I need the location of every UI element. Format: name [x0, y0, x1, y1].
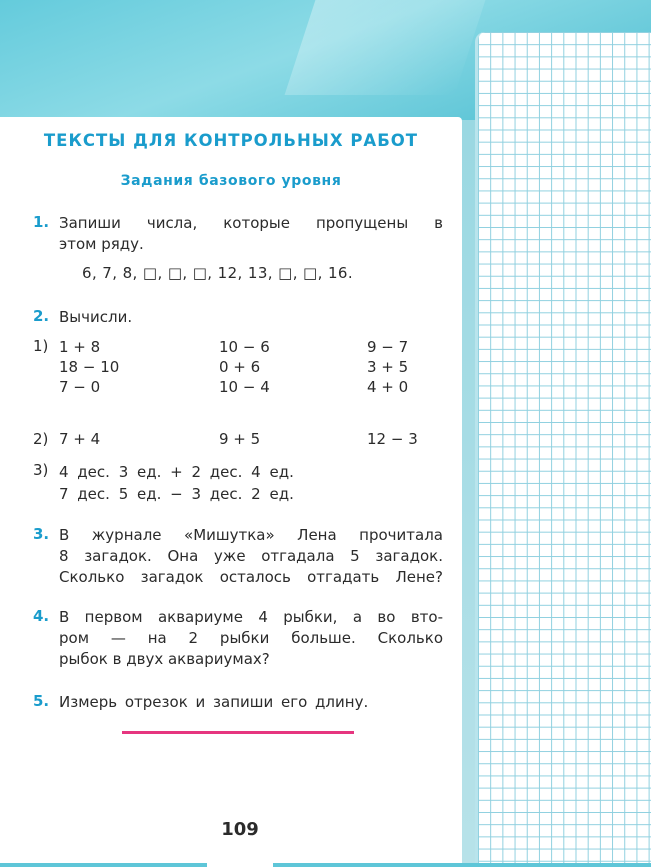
- expression: 7 − 0: [59, 378, 101, 396]
- sequence-blank: □,: [142, 264, 163, 282]
- section-subtitle: Задания базового уровня: [120, 173, 342, 189]
- task-2-text: Вычисли.: [59, 308, 133, 326]
- expression: 3 + 5: [367, 358, 409, 376]
- textbook-page: [0, 117, 462, 863]
- sequence-item: 16.: [327, 264, 354, 282]
- sequence-item: 12,: [217, 264, 243, 282]
- expression: 4 дес. 3 ед. + 2 дес. 4 ед.: [59, 463, 294, 481]
- task-5-text: Измерь отрезок и запиши его длину.: [59, 693, 369, 711]
- task-4-number: 4.: [33, 607, 50, 625]
- sequence-blank: □,: [167, 264, 188, 282]
- expression: 4 + 0: [367, 378, 409, 396]
- background-shine: [285, 0, 486, 95]
- task-1-line-2: этом ряду.: [59, 235, 144, 253]
- task-4-line: ром — на 2 рыбки больше. Сколько: [59, 629, 443, 647]
- page-number-tab: [207, 807, 273, 867]
- number-sequence: [82, 264, 353, 282]
- sequence-blank: □,: [278, 264, 298, 282]
- task-2-number: 2.: [33, 307, 50, 325]
- task-3-line: 8 загадок. Она уже отгадала 5 загадок.: [59, 547, 443, 565]
- graph-paper-panel: [475, 32, 651, 863]
- sequence-blank: □,: [192, 264, 213, 282]
- sequence-item: 13,: [247, 264, 273, 282]
- task-4-line: рыбок в двух аквариумах?: [59, 650, 270, 668]
- task-3-line: Сколько загадок осталось отгадать Лене?: [59, 568, 443, 586]
- expression: 10 − 6: [219, 338, 270, 356]
- task-4-line: В первом аквариуме 4 рыбки, а во вто-: [59, 608, 443, 626]
- expression: 7 + 4: [59, 430, 101, 448]
- page-title: ТЕКСТЫ ДЛЯ КОНТРОЛЬНЫХ РАБОТ: [43, 131, 419, 150]
- task-3-text: [59, 525, 443, 588]
- line-segment: [122, 731, 354, 734]
- part-3-label: 3): [33, 461, 49, 479]
- part-1-label: 1): [33, 337, 49, 355]
- expression: 10 − 4: [219, 378, 270, 396]
- part-2-label: 2): [33, 430, 49, 448]
- expression: 1 + 8: [59, 338, 101, 356]
- expression: 9 + 5: [219, 430, 261, 448]
- task-3-number: 3.: [33, 525, 50, 543]
- expression: 12 − 3: [367, 430, 418, 448]
- part-1-column-2: [219, 337, 270, 397]
- task-1-text: [59, 213, 443, 255]
- sequence-item: 6,: [82, 264, 98, 282]
- task-3-line: В журнале «Мишутка» Лена прочитала: [59, 526, 443, 544]
- expression: 7 дес. 5 ед. − 3 дес. 2 ед.: [59, 485, 294, 503]
- expression: 9 − 7: [367, 338, 409, 356]
- sequence-item: 8,: [122, 264, 138, 282]
- part-3-expressions: [59, 461, 294, 505]
- task-5-number: 5.: [33, 692, 50, 710]
- task-1-number: 1.: [33, 213, 50, 231]
- expression: 18 − 10: [59, 358, 120, 376]
- part-1-column-3: [367, 337, 408, 397]
- task-4-text: [59, 607, 443, 670]
- expression: 0 + 6: [219, 358, 261, 376]
- sequence-item: 7,: [102, 264, 118, 282]
- part-1-column-1: [59, 337, 119, 397]
- page-number: 109: [221, 819, 259, 840]
- task-1-line-1: Запиши числа, которые пропущены в: [59, 214, 443, 232]
- sequence-blank: □,: [303, 264, 323, 282]
